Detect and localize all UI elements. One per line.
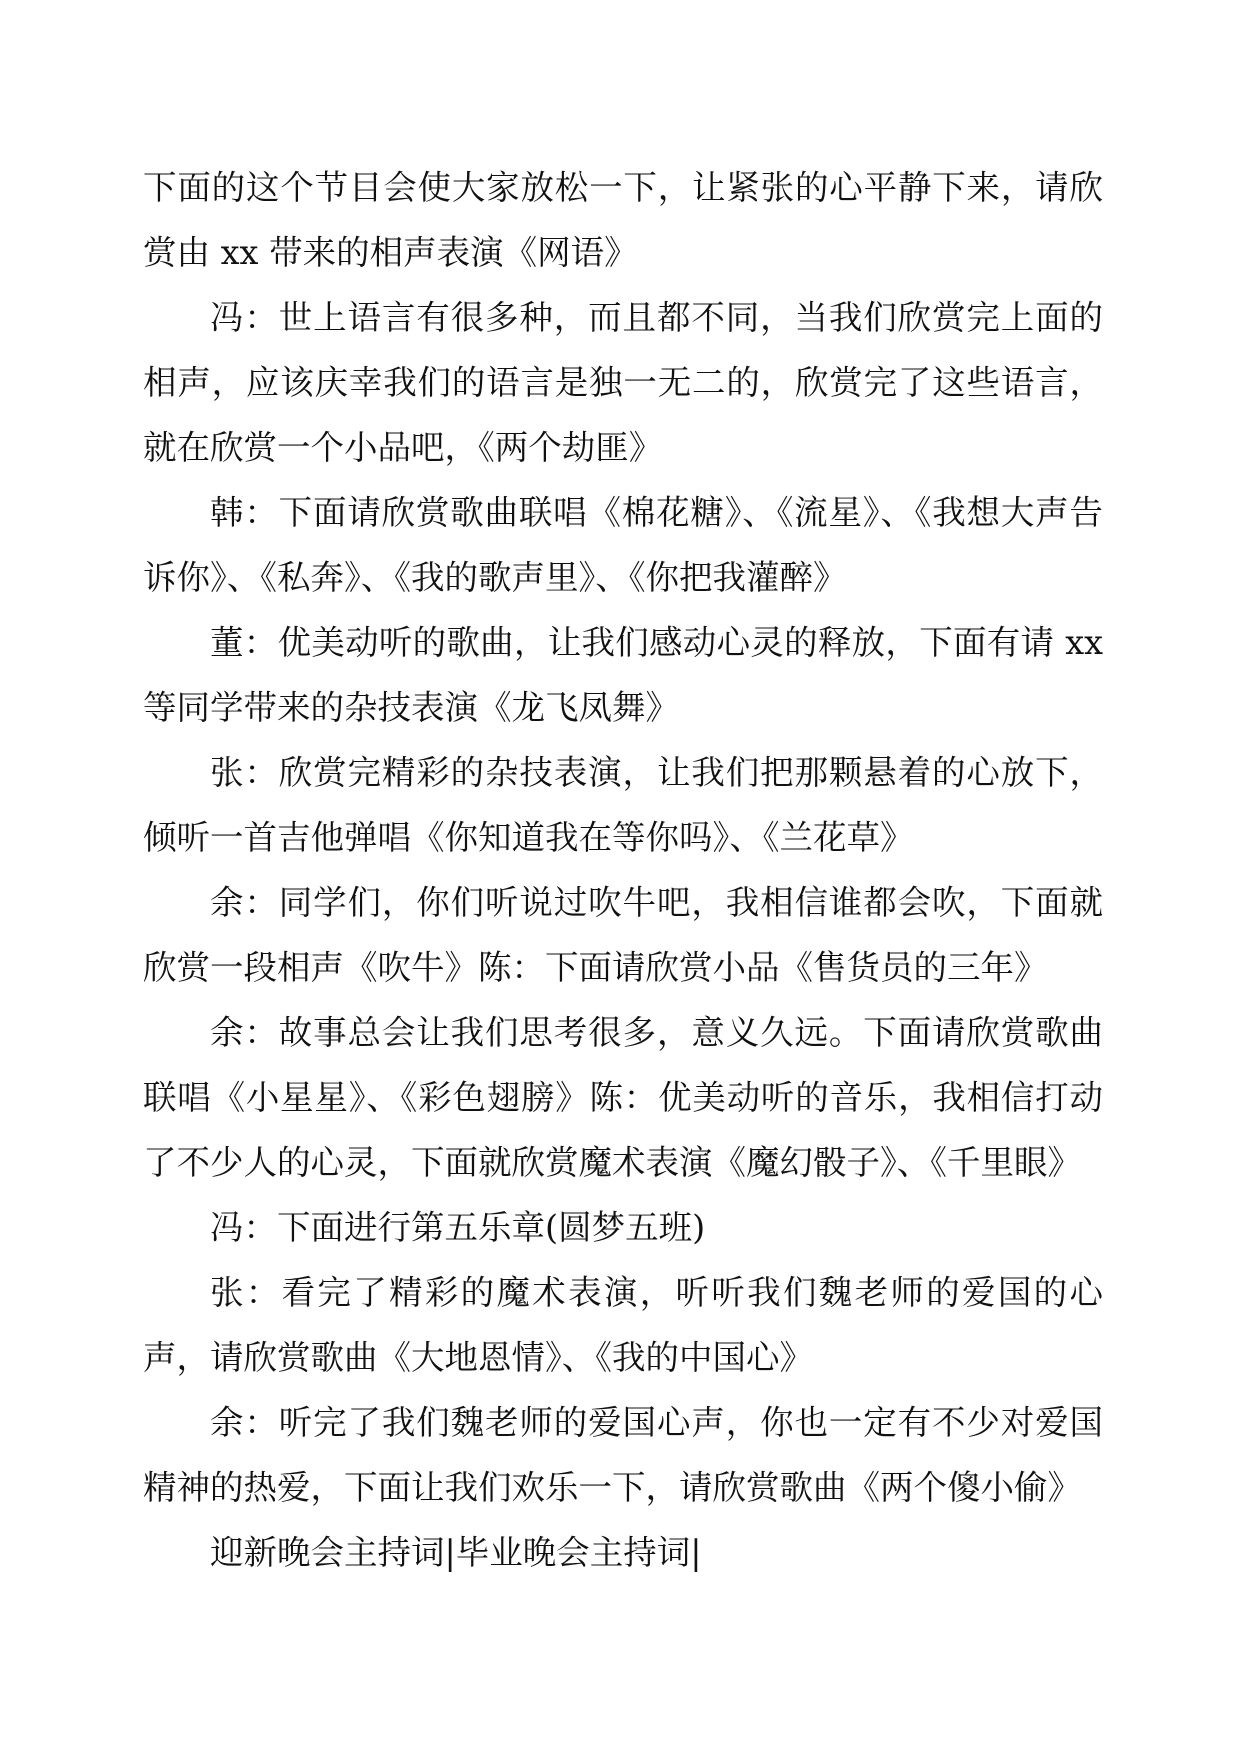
- paragraph-zhang-2: 张：看完了精彩的魔术表演，听听我们魏老师的爱国的心声，请欣赏歌曲《大地恩情》、《我的中国心》: [143, 1273, 1103, 1377]
- paragraph-han: 韩：下面请欣赏歌曲联唱《棉花糖》、《流星》、《我想大声告诉你》、《私奔》、《我的歌声里》、《你把我灌醉》: [143, 493, 1103, 597]
- paragraph-intro: 下面的这个节目会使大家放松一下，让紧张的心平静下来，请欣赏由 xx 带来的相声表演《网语》: [143, 168, 1103, 272]
- paragraph-yu-1: 余：同学们，你们听说过吹牛吧，我相信谁都会吹，下面就欣赏一段相声《吹牛》陈：下面请欣赏小品《售货员的三年》: [143, 883, 1103, 987]
- paragraph-yu-3: 余：听完了我们魏老师的爱国心声，你也一定有不少对爱国精神的热爱，下面让我们欢乐一下，请欣赏歌曲《两个傻小偷》: [143, 1403, 1103, 1507]
- document-body: [143, 155, 1103, 1585]
- paragraph-zhang-1: 张：欣赏完精彩的杂技表演，让我们把那颗悬着的心放下，倾听一首吉他弹唱《你知道我在等你吗》、《兰花草》: [143, 753, 1103, 857]
- paragraph-yu-2: 余：故事总会让我们思考很多，意义久远。下面请欣赏歌曲联唱《小星星》、《彩色翅膀》陈：优美动听的音乐，我相信打动了不少人的心灵，下面就欣赏魔术表演《魔幻骰子》、《千里眼》: [143, 1013, 1103, 1182]
- paragraph-related-links: 迎新晚会主持词|毕业晚会主持词|: [210, 1533, 702, 1572]
- paragraph-feng-2: 冯：下面进行第五乐章(圆梦五班): [210, 1208, 706, 1247]
- paragraph-dong: 董：优美动听的歌曲，让我们感动心灵的释放，下面有请 xx 等同学带来的杂技表演《龙飞凤舞》: [143, 623, 1103, 727]
- paragraph-feng-1: 冯：世上语言有很多种，而且都不同，当我们欣赏完上面的相声，应该庆幸我们的语言是独一无二的，欣赏完了这些语言，就在欣赏一个小品吧，《两个劫匪》: [143, 298, 1103, 467]
